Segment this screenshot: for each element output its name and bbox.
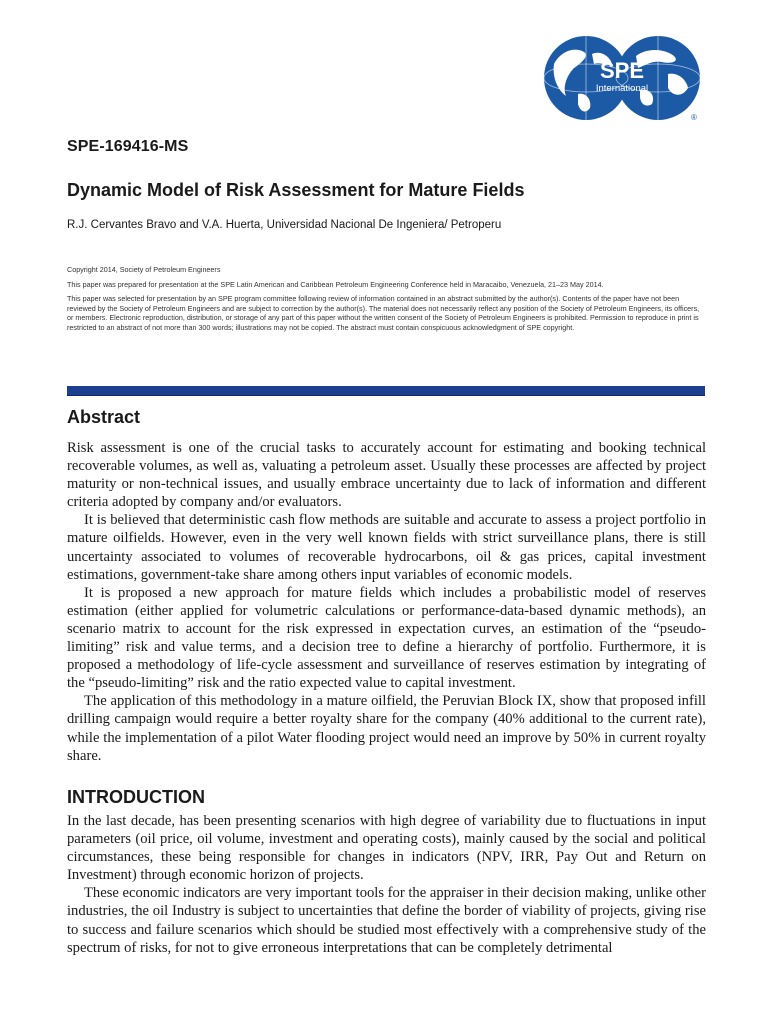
abstract-paragraph: The application of this methodology in a mature oilfield, the Peruvian Block IX, show that proposed infill drilling campaign would require a better royalty share for the company (40% additional to the current rate), while the implementation of a pilot Water flooding project would need an improve by 50% in current royalty share.	[67, 693, 706, 764]
introduction-body	[67, 812, 706, 957]
section-divider	[67, 386, 705, 396]
introduction-paragraph: These economic indicators are very important tools for the appraiser in their decision making, unlike other industries, the oil Industry is subject to uncertainties that define the border of viability of projects, giving rise to success and failure scenarios which should be studied most effectively with a comprehensive study of the spectrum of risks, for not to give erroneous interpretations that can be completely detrimental	[67, 885, 706, 956]
spe-globe-icon	[540, 34, 704, 122]
paper-title: Dynamic Model of Risk Assessment for Mature Fields	[67, 180, 525, 200]
front-matter	[67, 265, 707, 338]
abstract-paragraph: It is proposed a new approach for mature fields which includes a probabilistic model of reserves estimation (either applied for volumetric calculations or performance-data-based dynamic methods), an scenario matrix to account for the risk expressed in expectation curves, an estimation of the “pseudo-limiting” risk and value terms, and a decision tree to define a hierarchy of portfolio. Furthermore, it is proposed a methodology of life-cycle assessment and surveillance of reserves estimation by integrating of the “pseudo-limiting” risk and the ratio expected value to capital investment.	[67, 584, 706, 692]
selection-notice: This paper was selected for presentation by an SPE program committee following review of information contained in an abstract submitted by the author(s). Contents of the paper have not been reviewed by the Society of Petroleum Engineers and are subject to correction by the author(s). The material does not necessarily reflect any position of the Society of Petroleum Engineers, its officers, or members. Electronic reproduction, distribution, or storage of any part of this paper without the written consent of the Society of Petroleum Engineers is prohibited. Permission to reproduce in print is restricted to an abstract of not more than 300 words; illustrations may not be copied. The abstract must contain conspicuous acknowledgment of SPE copyright.	[67, 294, 700, 332]
registered-mark: ®	[691, 113, 697, 122]
logo-subtext: International	[595, 83, 649, 94]
abstract-paragraph: It is believed that deterministic cash flow methods are suitable and accurate to assess a project portfolio in mature oilfields. However, even in the very well known fields with strict surveillance plans, there is still uncertainty associated to volumes of recoverable hydrocarbons, oil & gas prices, capital investment estimations, government-take share among others input variables of economic models.	[67, 512, 706, 583]
presentation-notice: This paper was prepared for presentation at the SPE Latin American and Caribbean Petroleum Engineering Conference held in Maracaibo, Venezuela, 21–23 May 2014.	[67, 279, 604, 289]
authors-line: R.J. Cervantes Bravo and V.A. Huerta, Universidad Nacional De Ingeniera/ Petroperu	[67, 219, 502, 231]
abstract-heading: Abstract	[67, 407, 141, 427]
abstract-body	[67, 439, 706, 765]
introduction-heading: INTRODUCTION	[67, 787, 205, 807]
introduction-paragraph: In the last decade, has been presenting scenarios with high degree of variability due to fluctuations in input parameters (oil price, oil volume, investment and operating costs), mainly caused by the social and political circumstances, these being responsible for changes in indicators (NPV, IRR, Pay Out and Return on Investment) through economic horizon of projects.	[67, 813, 706, 884]
spe-international-logo	[540, 34, 704, 122]
abstract-paragraph: Risk assessment is one of the crucial tasks to accurately account for estimating and booking technical recoverable volumes, as well as, valuating a petroleum asset. Usually these processes are affected by project maturity or non-technical issues, and usually embrace uncertainty due to lack of information and different criteria adopted by company and/or evaluators.	[67, 440, 706, 511]
copyright-notice: Copyright 2014, Society of Petroleum Engineers	[67, 265, 221, 274]
logo-text: SPE	[599, 58, 645, 83]
paper-id: SPE-169416-MS	[67, 138, 189, 155]
